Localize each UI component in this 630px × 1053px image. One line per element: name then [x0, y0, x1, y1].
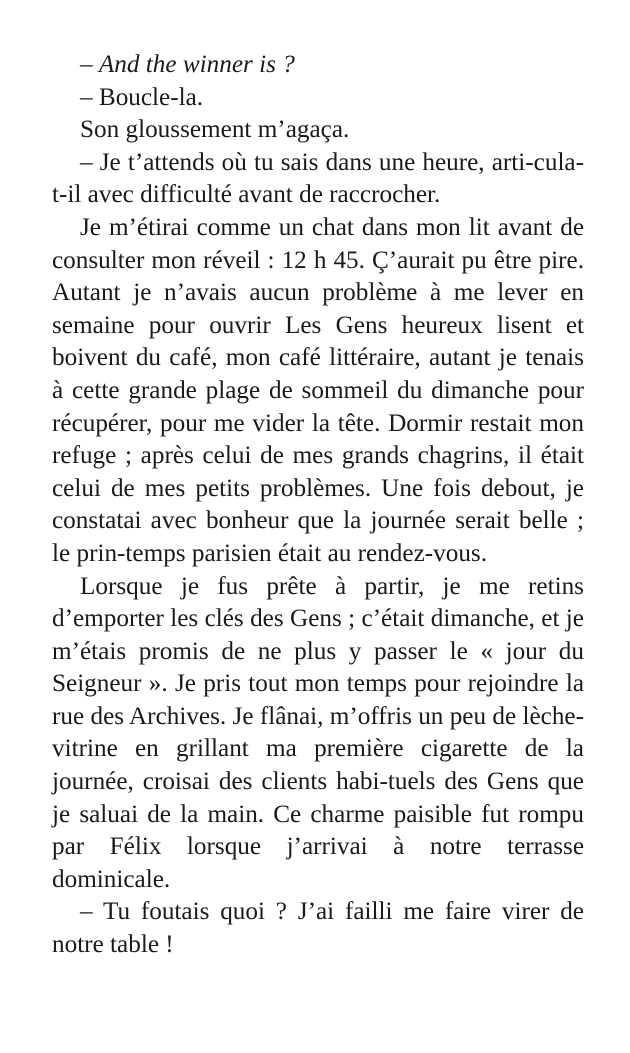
paragraph-text: Son gloussement m’agaça.: [80, 116, 350, 144]
paragraph-dialogue-4: [52, 896, 584, 961]
dialogue-dash: –: [80, 898, 103, 926]
paragraph-text: Tu foutais quoi ? J’ai failli me faire virer de notre table !: [52, 898, 584, 959]
paragraph-text: Je m’étirai comme un chat dans mon lit avant de consulter mon réveil : 12 h 45. Ç’aurait pu être pire. Autant je n’avais aucun problème à me lever en semaine pour ouvrir Les Gens heureux lisent et boivent du café, mon café littéraire, autant je tenais à cette grande plage de sommeil du dimanche pour récupérer, pour me vider la tête. Dormir restait mon refuge ; après celui de mes grands chagrins, il était celui de mes petits problèmes. Une fois debout, je constatai avec bonheur que la journée serait belle ; le prin-temps parisien était au rendez-vous.: [52, 213, 584, 567]
paragraph-narration-2: [52, 212, 584, 571]
paragraph-narration-1: [52, 114, 584, 147]
paragraph-dialogue-2: [52, 82, 584, 115]
dialogue-dash: –: [80, 83, 99, 111]
paragraph-narration-3: [52, 571, 584, 897]
dialogue-dash: –: [80, 51, 99, 78]
paragraph-text: Boucle-la.: [98, 83, 204, 111]
paragraph-text: Je t’attends où tu sais dans une heure, arti-cula-t-il avec difficulté avant de raccrocher.: [52, 148, 585, 209]
paragraph-text: And the winner is ?: [98, 51, 295, 78]
paragraph-dialogue-1: [52, 49, 584, 82]
dialogue-dash: –: [80, 148, 100, 176]
paragraph-text: Lorsque je fus prête à partir, je me retins d’emporter les clés des Gens ; c’était dimanche, et je m’étais promis de ne plus y passer le « jour du Seigneur ». Je pris tout mon temps pour rejoindre la rue des Archives. Je flânai, m’offris un peu de lèche-vitrine en grillant ma première cigarette de la journée, croisai des clients habi-tuels des Gens que je saluai de la main. Ce charme paisible fut rompu par Félix lorsque j’arrivai à notre terrasse dominicale.: [52, 572, 584, 893]
paragraph-dialogue-3: [52, 147, 584, 212]
book-page: [52, 49, 584, 962]
